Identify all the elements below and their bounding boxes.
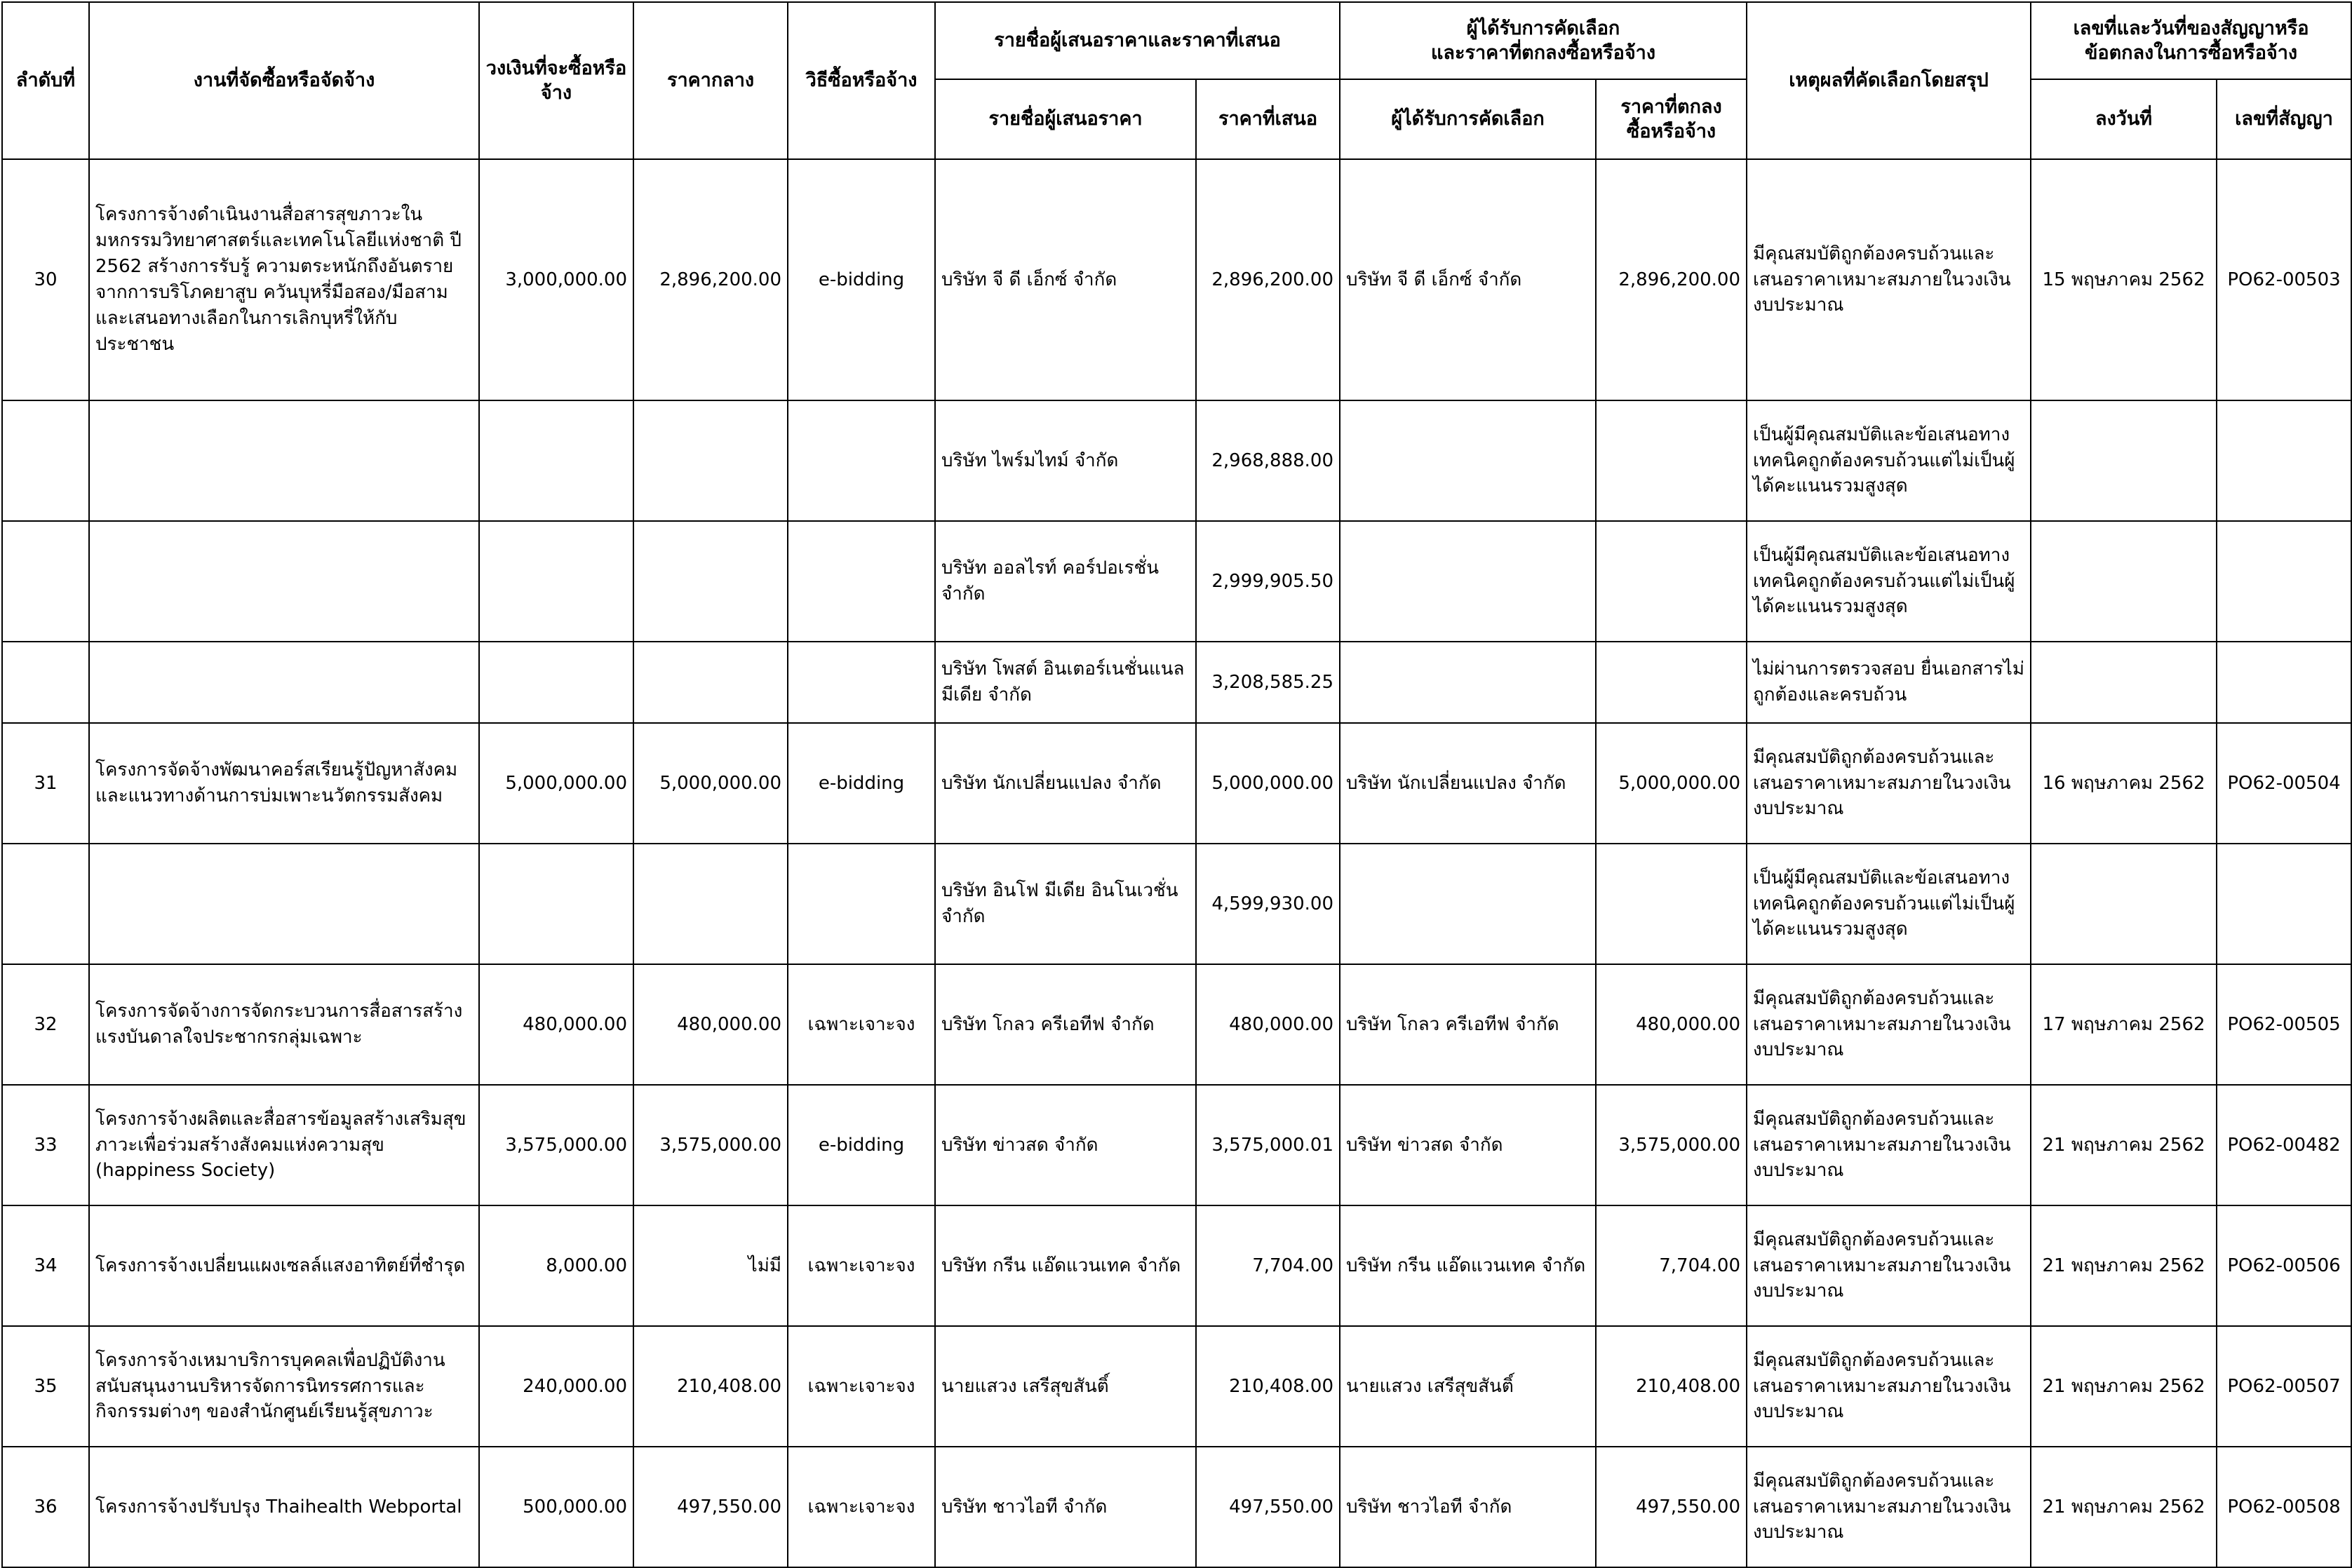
cell-method bbox=[788, 844, 935, 964]
cell-contract: PO62-00507 bbox=[2217, 1326, 2351, 1447]
cell-agreed bbox=[1596, 642, 1747, 723]
cell-budget: 3,000,000.00 bbox=[479, 159, 633, 400]
cell-no: 30 bbox=[2, 159, 89, 400]
cell-no: 31 bbox=[2, 723, 89, 844]
cell-median: 480,000.00 bbox=[633, 964, 788, 1085]
cell-bidder: บริษัท นักเปลี่ยนแปลง จำกัด bbox=[935, 723, 1196, 844]
cell-agreed bbox=[1596, 400, 1747, 521]
table-row bbox=[2, 159, 2351, 400]
cell-median bbox=[633, 642, 788, 723]
cell-selected: นายแสวง เสรีสุขสันติ์ bbox=[1340, 1326, 1596, 1447]
cell-selected bbox=[1340, 400, 1596, 521]
cell-method: เฉพาะเจาะจง bbox=[788, 1326, 935, 1447]
cell-work: โครงการจ้างเหมาบริการบุคคลเพื่อปฏิบัติงานสนับสนุนงานบริหารจัดการนิทรรศการและกิจกรรมต่างๆ ของสำนักศูนย์เรียนรู้สุขภาวะ bbox=[89, 1326, 479, 1447]
cell-no: 32 bbox=[2, 964, 89, 1085]
cell-bid: 210,408.00 bbox=[1196, 1326, 1340, 1447]
cell-method: เฉพาะเจาะจง bbox=[788, 964, 935, 1085]
cell-agreed: 5,000,000.00 bbox=[1596, 723, 1747, 844]
cell-median: 497,550.00 bbox=[633, 1447, 788, 1567]
cell-reason: เป็นผู้มีคุณสมบัติและข้อเสนอทางเทคนิคถูกต้องครบถ้วนแต่ไม่เป็นผู้ได้คะแนนรวมสูงสุด bbox=[1747, 400, 2031, 521]
cell-reason: มีคุณสมบัติถูกต้องครบถ้วนและเสนอราคาเหมาะสมภายในวงเงินงบประมาณ bbox=[1747, 723, 2031, 844]
cell-contract bbox=[2217, 400, 2351, 521]
cell-no bbox=[2, 844, 89, 964]
cell-bid: 2,968,888.00 bbox=[1196, 400, 1340, 521]
cell-budget: 3,575,000.00 bbox=[479, 1085, 633, 1205]
cell-budget bbox=[479, 642, 633, 723]
cell-selected: บริษัท กรีน แอ๊ดแวนเทค จำกัด bbox=[1340, 1205, 1596, 1326]
table-row bbox=[2, 964, 2351, 1085]
cell-bidder: บริษัท โกลว ครีเอทีฟ จำกัด bbox=[935, 964, 1196, 1085]
col-median-header: ราคากลาง bbox=[633, 2, 788, 159]
cell-contract: PO62-00503 bbox=[2217, 159, 2351, 400]
cell-reason: มีคุณสมบัติถูกต้องครบถ้วนและเสนอราคาเหมาะสมภายในวงเงินงบประมาณ bbox=[1747, 159, 2031, 400]
table-row bbox=[2, 521, 2351, 642]
cell-budget: 500,000.00 bbox=[479, 1447, 633, 1567]
cell-selected bbox=[1340, 642, 1596, 723]
cell-agreed: 497,550.00 bbox=[1596, 1447, 1747, 1567]
cell-bid: 2,896,200.00 bbox=[1196, 159, 1340, 400]
cell-work bbox=[89, 400, 479, 521]
col-bid-price-header: ราคาที่เสนอ bbox=[1196, 79, 1340, 159]
cell-bid: 480,000.00 bbox=[1196, 964, 1340, 1085]
cell-no: 35 bbox=[2, 1326, 89, 1447]
cell-bid: 5,000,000.00 bbox=[1196, 723, 1340, 844]
cell-median: 2,896,200.00 bbox=[633, 159, 788, 400]
contract-group-header bbox=[2031, 2, 2351, 79]
cell-bidder: บริษัท ข่าวสด จำกัด bbox=[935, 1085, 1196, 1205]
cell-reason: มีคุณสมบัติถูกต้องครบถ้วนและเสนอราคาเหมาะสมภายในวงเงินงบประมาณ bbox=[1747, 1447, 2031, 1567]
cell-date bbox=[2031, 400, 2217, 521]
cell-agreed: 210,408.00 bbox=[1596, 1326, 1747, 1447]
cell-reason: มีคุณสมบัติถูกต้องครบถ้วนและเสนอราคาเหมาะสมภายในวงเงินงบประมาณ bbox=[1747, 1326, 2031, 1447]
cell-work bbox=[89, 844, 479, 964]
cell-budget: 5,000,000.00 bbox=[479, 723, 633, 844]
col-agreed-price-header bbox=[1596, 79, 1747, 159]
col-no-header: ลำดับที่ bbox=[2, 2, 89, 159]
cell-selected: บริษัท จี ดี เอ็กซ์ จำกัด bbox=[1340, 159, 1596, 400]
cell-bidder: บริษัท ออลไรท์ คอร์ปอเรชั่น จำกัด bbox=[935, 521, 1196, 642]
cell-median bbox=[633, 844, 788, 964]
col-budget-header: วงเงินที่จะซื้อหรือจ้าง bbox=[479, 2, 633, 159]
cell-bidder: บริษัท โพสต์ อินเตอร์เนชั่นแนล มีเดีย จำกัด bbox=[935, 642, 1196, 723]
table-row bbox=[2, 1326, 2351, 1447]
cell-agreed bbox=[1596, 844, 1747, 964]
cell-method bbox=[788, 400, 935, 521]
cell-work bbox=[89, 642, 479, 723]
cell-no bbox=[2, 521, 89, 642]
cell-method bbox=[788, 521, 935, 642]
cell-budget: 240,000.00 bbox=[479, 1326, 633, 1447]
cell-date: 15 พฤษภาคม 2562 bbox=[2031, 159, 2217, 400]
cell-contract: PO62-00482 bbox=[2217, 1085, 2351, 1205]
cell-no: 34 bbox=[2, 1205, 89, 1326]
cell-budget: 480,000.00 bbox=[479, 964, 633, 1085]
col-work-header: งานที่จัดซื้อหรือจัดจ้าง bbox=[89, 2, 479, 159]
table-row bbox=[2, 400, 2351, 521]
cell-reason: มีคุณสมบัติถูกต้องครบถ้วนและเสนอราคาเหมาะสมภายในวงเงินงบประมาณ bbox=[1747, 964, 2031, 1085]
cell-median: 210,408.00 bbox=[633, 1326, 788, 1447]
table-row bbox=[2, 642, 2351, 723]
cell-budget: 8,000.00 bbox=[479, 1205, 633, 1326]
cell-bidder: บริษัท อินโฟ มีเดีย อินโนเวชั่น จำกัด bbox=[935, 844, 1196, 964]
cell-date bbox=[2031, 844, 2217, 964]
cell-no: 36 bbox=[2, 1447, 89, 1567]
cell-contract: PO62-00508 bbox=[2217, 1447, 2351, 1567]
bidders-group-header: รายชื่อผู้เสนอราคาและราคาที่เสนอ bbox=[935, 2, 1340, 79]
col-reason-header: เหตุผลที่คัดเลือกโดยสรุป bbox=[1747, 2, 2031, 159]
cell-no: 33 bbox=[2, 1085, 89, 1205]
cell-method: เฉพาะเจาะจง bbox=[788, 1205, 935, 1326]
table-row bbox=[2, 844, 2351, 964]
cell-work: โครงการจ้างผลิตและสื่อสารข้อมูลสร้างเสริมสุขภาวะเพื่อร่วมสร้างสังคมแห่งความสุข (happiness Society) bbox=[89, 1085, 479, 1205]
cell-date: 21 พฤษภาคม 2562 bbox=[2031, 1447, 2217, 1567]
cell-selected: บริษัท ข่าวสด จำกัด bbox=[1340, 1085, 1596, 1205]
cell-bidder: บริษัท ชาวไอที จำกัด bbox=[935, 1447, 1196, 1567]
cell-median: ไม่มี bbox=[633, 1205, 788, 1326]
cell-bidder: บริษัท ไพร์มไทม์ จำกัด bbox=[935, 400, 1196, 521]
cell-median: 5,000,000.00 bbox=[633, 723, 788, 844]
cell-contract bbox=[2217, 642, 2351, 723]
cell-agreed: 7,704.00 bbox=[1596, 1205, 1747, 1326]
cell-selected: บริษัท ชาวไอที จำกัด bbox=[1340, 1447, 1596, 1567]
cell-method: e-bidding bbox=[788, 723, 935, 844]
table-row bbox=[2, 1085, 2351, 1205]
cell-contract: PO62-00506 bbox=[2217, 1205, 2351, 1326]
selected-group-line2: และราคาที่ตกลงซื้อหรือจ้าง bbox=[1431, 42, 1655, 64]
cell-agreed: 2,896,200.00 bbox=[1596, 159, 1747, 400]
cell-bidder: บริษัท กรีน แอ๊ดแวนเทค จำกัด bbox=[935, 1205, 1196, 1326]
table-row bbox=[2, 1447, 2351, 1567]
table-body bbox=[2, 159, 2351, 1567]
cell-selected bbox=[1340, 521, 1596, 642]
cell-reason: ไม่ผ่านการตรวจสอบ ยื่นเอกสารไม่ถูกต้องและครบถ้วน bbox=[1747, 642, 2031, 723]
col-contract-date-header: ลงวันที่ bbox=[2031, 79, 2217, 159]
cell-method bbox=[788, 642, 935, 723]
cell-budget bbox=[479, 400, 633, 521]
cell-date: 21 พฤษภาคม 2562 bbox=[2031, 1085, 2217, 1205]
cell-work: โครงการจัดจ้างพัฒนาคอร์สเรียนรู้ปัญหาสังคม และแนวทางด้านการบ่มเพาะนวัตกรรมสังคม bbox=[89, 723, 479, 844]
cell-date bbox=[2031, 521, 2217, 642]
cell-reason: มีคุณสมบัติถูกต้องครบถ้วนและเสนอราคาเหมาะสมภายในวงเงินงบประมาณ bbox=[1747, 1085, 2031, 1205]
cell-bid: 2,999,905.50 bbox=[1196, 521, 1340, 642]
cell-agreed: 3,575,000.00 bbox=[1596, 1085, 1747, 1205]
cell-date: 21 พฤษภาคม 2562 bbox=[2031, 1205, 2217, 1326]
cell-method: e-bidding bbox=[788, 159, 935, 400]
col-method-header: วิธีซื้อหรือจ้าง bbox=[788, 2, 935, 159]
cell-budget bbox=[479, 521, 633, 642]
cell-date: 17 พฤษภาคม 2562 bbox=[2031, 964, 2217, 1085]
cell-bidder: นายแสวง เสรีสุขสันติ์ bbox=[935, 1326, 1196, 1447]
cell-agreed bbox=[1596, 521, 1747, 642]
cell-reason: มีคุณสมบัติถูกต้องครบถ้วนและเสนอราคาเหมาะสมภายในวงเงินงบประมาณ bbox=[1747, 1205, 2031, 1326]
cell-bid: 4,599,930.00 bbox=[1196, 844, 1340, 964]
agreed-price-line1: ราคาที่ตกลง bbox=[1620, 95, 1722, 118]
cell-bid: 3,208,585.25 bbox=[1196, 642, 1340, 723]
table-header bbox=[2, 2, 2351, 159]
cell-method: e-bidding bbox=[788, 1085, 935, 1205]
cell-no bbox=[2, 400, 89, 521]
agreed-price-line2: ซื้อหรือจ้าง bbox=[1626, 121, 1716, 142]
cell-median: 3,575,000.00 bbox=[633, 1085, 788, 1205]
cell-date bbox=[2031, 642, 2217, 723]
cell-contract bbox=[2217, 844, 2351, 964]
cell-budget bbox=[479, 844, 633, 964]
cell-work: โครงการจ้างเปลี่ยนแผงเซลล์แสงอาทิตย์ที่ชำรุด bbox=[89, 1205, 479, 1326]
cell-bid: 3,575,000.01 bbox=[1196, 1085, 1340, 1205]
cell-agreed: 480,000.00 bbox=[1596, 964, 1747, 1085]
cell-date: 16 พฤษภาคม 2562 bbox=[2031, 723, 2217, 844]
cell-median bbox=[633, 521, 788, 642]
cell-reason: เป็นผู้มีคุณสมบัติและข้อเสนอทางเทคนิคถูกต้องครบถ้วนแต่ไม่เป็นผู้ได้คะแนนรวมสูงสุด bbox=[1747, 844, 2031, 964]
table-row bbox=[2, 723, 2351, 844]
cell-date: 21 พฤษภาคม 2562 bbox=[2031, 1326, 2217, 1447]
selected-group-line1: ผู้ได้รับการคัดเลือก bbox=[1466, 17, 1620, 39]
table-row bbox=[2, 1205, 2351, 1326]
cell-work: โครงการจัดจ้างการจัดกระบวนการสื่อสารสร้างแรงบันดาลใจประชากรกลุ่มเฉพาะ bbox=[89, 964, 479, 1085]
header-row-top bbox=[2, 2, 2351, 79]
contract-group-line2: ข้อตกลงในการซื้อหรือจ้าง bbox=[2084, 42, 2298, 64]
cell-bid: 497,550.00 bbox=[1196, 1447, 1340, 1567]
cell-reason: เป็นผู้มีคุณสมบัติและข้อเสนอทางเทคนิคถูกต้องครบถ้วนแต่ไม่เป็นผู้ได้คะแนนรวมสูงสุด bbox=[1747, 521, 2031, 642]
cell-contract: PO62-00505 bbox=[2217, 964, 2351, 1085]
col-bidder-name-header: รายชื่อผู้เสนอราคา bbox=[935, 79, 1196, 159]
cell-median bbox=[633, 400, 788, 521]
cell-selected: บริษัท โกลว ครีเอทีฟ จำกัด bbox=[1340, 964, 1596, 1085]
cell-work: โครงการจ้างปรับปรุง Thaihealth Webportal bbox=[89, 1447, 479, 1567]
procurement-table bbox=[1, 1, 2352, 1568]
cell-bid: 7,704.00 bbox=[1196, 1205, 1340, 1326]
col-selected-name-header: ผู้ได้รับการคัดเลือก bbox=[1340, 79, 1596, 159]
cell-method: เฉพาะเจาะจง bbox=[788, 1447, 935, 1567]
cell-work bbox=[89, 521, 479, 642]
cell-bidder: บริษัท จี ดี เอ็กซ์ จำกัด bbox=[935, 159, 1196, 400]
cell-work: โครงการจ้างดำเนินงานสื่อสารสุขภาวะในมหกรรมวิทยาศาสตร์และเทคโนโลยีแห่งชาติ ปี 2562 สร้างการรับรู้ ความตระหนักถึงอันตรายจากการบริโภคยาสูบ ควันบุหรี่มือสอง/มือสามและเสนอทางเลือกในการเลิกบุหรี่ให้กับประชาชน bbox=[89, 159, 479, 400]
selected-group-header bbox=[1340, 2, 1747, 79]
cell-selected bbox=[1340, 844, 1596, 964]
contract-group-line1: เลขที่และวันที่ของสัญญาหรือ bbox=[2073, 17, 2309, 39]
cell-contract bbox=[2217, 521, 2351, 642]
cell-contract: PO62-00504 bbox=[2217, 723, 2351, 844]
col-contract-no-header: เลขที่สัญญา bbox=[2217, 79, 2351, 159]
cell-no bbox=[2, 642, 89, 723]
cell-selected: บริษัท นักเปลี่ยนแปลง จำกัด bbox=[1340, 723, 1596, 844]
